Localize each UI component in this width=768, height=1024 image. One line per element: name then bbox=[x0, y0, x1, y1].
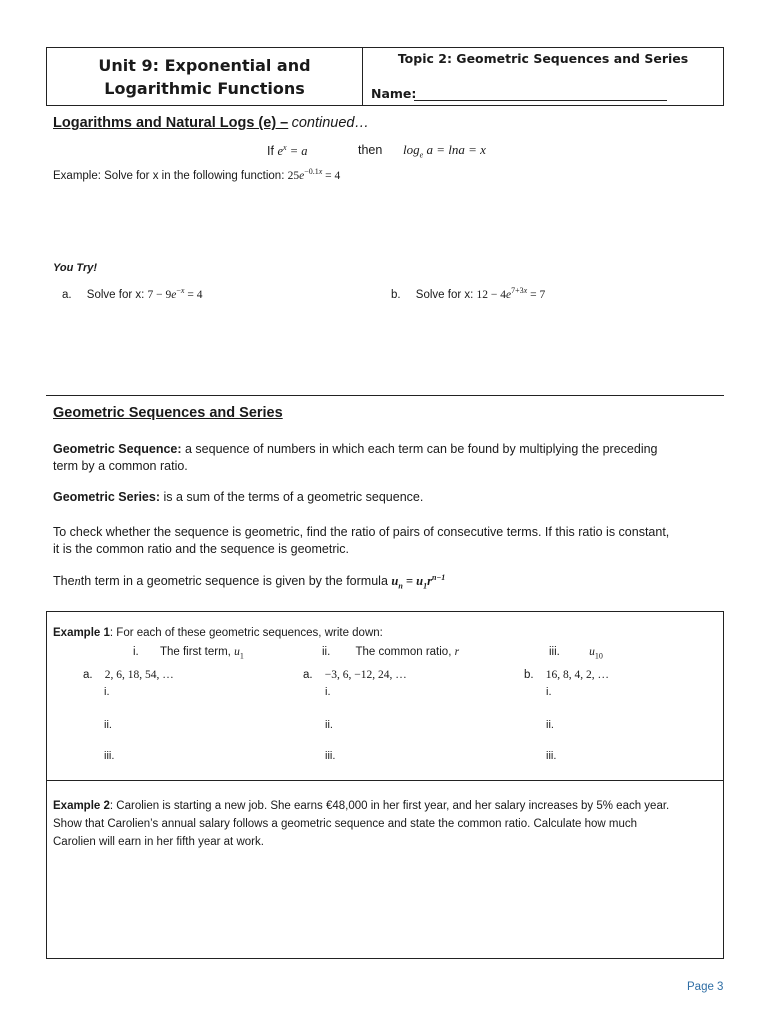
example2-line1: : Carolien is starting a new job. She earns €48,000 in her first year, and her salary increases by 5% each year. bbox=[109, 800, 670, 812]
rule-eq2: $\log_e a = \ln a = x$ bbox=[403, 142, 486, 160]
item-ii-symbol: r bbox=[454, 646, 460, 658]
col2-iii: iii. bbox=[325, 750, 336, 762]
seq-b-label: b. bbox=[524, 669, 534, 681]
example1-prompt: : For each of these geometric sequences, write down: bbox=[109, 627, 383, 639]
col1-i: i. bbox=[104, 686, 110, 698]
example2-line2: Show that Carolien’s annual salary follows a geometric sequence and state the common ratio. Calculate how much bbox=[53, 818, 638, 830]
seq-def-line2: term by a common ratio. bbox=[53, 459, 188, 473]
nth-term-formula bbox=[53, 573, 445, 591]
then-text: then bbox=[358, 143, 383, 157]
item-i-symbol: $u_1$ bbox=[234, 646, 244, 661]
ex1-item-iii bbox=[549, 646, 603, 660]
n-symbol: n bbox=[74, 574, 81, 589]
log-rule bbox=[267, 143, 308, 159]
series-term: Geometric Series: bbox=[53, 490, 160, 504]
col2-ii: ii. bbox=[325, 719, 333, 731]
you-try-label: You Try! bbox=[53, 262, 98, 274]
seq-b-terms: 16, 8, 4, 2, … bbox=[545, 669, 610, 681]
seq-b bbox=[524, 669, 609, 681]
item-iii-symbol: $u_{10}$ bbox=[589, 646, 603, 661]
series-def: is a sum of the terms of a geometric sequence. bbox=[163, 490, 424, 504]
seq-a-label: a. bbox=[83, 669, 93, 681]
col2-i: i. bbox=[325, 686, 331, 698]
example-solve bbox=[53, 167, 340, 182]
seq-a2-terms: −3, 6, −12, 24, … bbox=[324, 669, 407, 681]
logs-continued: continued… bbox=[291, 115, 369, 131]
ratio-check bbox=[53, 524, 733, 558]
nth-pre: The bbox=[53, 574, 75, 589]
formula: $u_n = u_1r^{n-1}$ bbox=[391, 573, 446, 591]
header-table bbox=[46, 47, 724, 106]
if-text: If bbox=[267, 144, 274, 159]
item-ii-num: ii. bbox=[322, 646, 331, 658]
col3-ii: ii. bbox=[546, 719, 554, 731]
item-iii-num: iii. bbox=[549, 646, 560, 658]
page-number: Page 3 bbox=[687, 981, 724, 993]
seq-def-line1: a sequence of numbers in which each term can be found by multiplying the preceding bbox=[185, 442, 658, 456]
nth-mid: th term in a geometric sequence is given by the formula bbox=[80, 574, 388, 589]
col1-ii: ii. bbox=[104, 719, 112, 731]
example2-text bbox=[53, 797, 721, 851]
rule-eq1: $e^x = a$ bbox=[277, 143, 308, 159]
col1-iii: iii. bbox=[104, 750, 115, 762]
col3-i: i. bbox=[546, 686, 552, 698]
example-solve-text: Example: Solve for x in the following function: bbox=[53, 169, 285, 182]
check-line2: it is the common ratio and the sequence is geometric. bbox=[53, 542, 349, 556]
col3-iii: iii. bbox=[546, 750, 557, 762]
series-definition bbox=[53, 490, 423, 504]
item-i-num: i. bbox=[133, 646, 139, 658]
problem-b-text: Solve for x: bbox=[415, 288, 474, 301]
seq-a-terms: 2, 6, 18, 54, … bbox=[104, 669, 174, 681]
problem-a-eq: $7 - 9e^{-x} = 4$ bbox=[147, 286, 203, 301]
item-i-text: The first term, bbox=[159, 646, 231, 658]
section-divider bbox=[46, 395, 724, 396]
example1-header bbox=[53, 627, 383, 639]
seq-a bbox=[83, 669, 174, 681]
example1-label: Example 1 bbox=[53, 627, 110, 639]
problem-b-label: b. bbox=[391, 288, 401, 301]
ex1-item-ii bbox=[322, 646, 459, 658]
example2-line3: Carolien will earn in her fifth year at work. bbox=[53, 836, 264, 848]
seq-a2 bbox=[303, 669, 407, 681]
problem-a bbox=[62, 286, 202, 301]
geo-title: Geometric Sequences and Series bbox=[53, 405, 283, 421]
example2-label: Example 2 bbox=[53, 800, 110, 812]
seq-a2-label: a. bbox=[303, 669, 313, 681]
logs-title: Logarithms and Natural Logs (e) – bbox=[53, 115, 289, 131]
topic-title: Topic 2: Geometric Sequences and Series bbox=[397, 51, 689, 66]
name-field[interactable] bbox=[414, 100, 667, 101]
ex1-item-i bbox=[133, 646, 244, 660]
problem-a-text: Solve for x: bbox=[86, 288, 145, 301]
problem-b bbox=[391, 286, 545, 301]
example-equation: $25e^{-0.1x} = 4$ bbox=[287, 167, 341, 182]
problem-b-eq: $12 - 4e^{7+3x} = 7$ bbox=[476, 286, 546, 301]
item-ii-text: The common ratio, bbox=[355, 646, 452, 658]
name-label: Name: bbox=[371, 86, 417, 101]
seq-definition bbox=[53, 441, 723, 475]
unit-title: Unit 9: Exponential and Logarithmic Functions bbox=[47, 48, 363, 105]
check-line1: To check whether the sequence is geometric, find the ratio of pairs of consecutive terms. If this ratio is constant, bbox=[53, 525, 670, 539]
seq-term: Geometric Sequence: bbox=[53, 442, 182, 456]
logs-heading bbox=[53, 115, 369, 131]
problem-a-label: a. bbox=[62, 288, 72, 301]
